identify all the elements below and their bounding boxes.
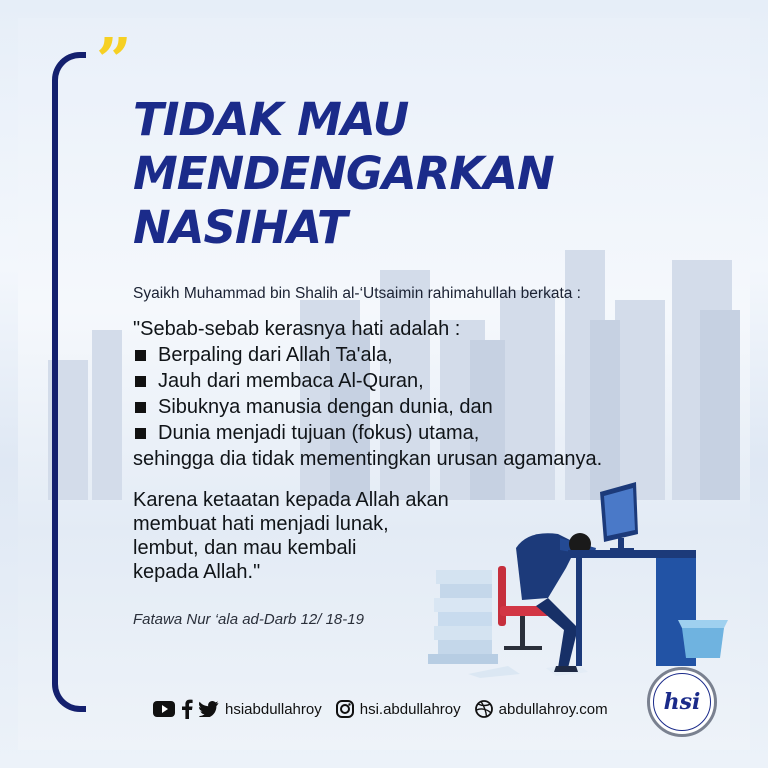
box-icon [678,620,728,658]
twitter-icon[interactable] [199,701,219,717]
list-item [133,394,693,420]
footer-handle-2[interactable]: hsi.abdullahroy [359,700,461,718]
quote-closing: sehingga dia tidak mementingkan urusan agamanya. [133,448,603,470]
instagram-icon[interactable] [336,700,354,718]
list-item-text: Jauh dari membaca Al-Quran, [158,370,424,392]
quote-block [133,316,693,472]
left-bracket-decoration [52,52,86,712]
conclusion-line-2: membuat hati menjadi lunak, [133,513,389,535]
list-item-text: Dunia menjadi tujuan (fokus) utama, [158,422,480,444]
conclusion-line-1: Karena ketaatan kepada Allah akan [133,489,449,511]
hsi-logo-text: hsi [653,673,711,731]
desk-icon [568,550,696,666]
dribbble-icon[interactable] [475,700,493,718]
title-line-3: NASIHAT [133,201,347,254]
list-item [133,368,693,394]
monitor-icon [600,482,638,552]
bullet-square-icon [135,428,146,439]
footer-social-bar [153,695,608,723]
footer-website[interactable]: abdullahroy.com [498,700,608,718]
source-citation: Fatawa Nur ‘ala ad-Darb 12/ 18-19 [133,611,364,628]
conclusion-line-4: kepada Allah." [133,561,261,583]
bullet-square-icon [135,402,146,413]
title-line-2: MENDENGARKAN [133,147,554,200]
youtube-icon[interactable] [153,701,175,717]
footer-handle-1[interactable]: hsiabdullahroy [225,700,322,718]
list-item [133,342,693,368]
list-item-text: Berpaling dari Allah Ta'ala, [158,344,393,366]
hsi-logo [647,667,717,737]
list-item [133,420,693,446]
intro-text: Syaikh Muhammad bin Shalih al-‘Utsaimin rahimahullah berkata : [133,285,581,302]
page-title [133,93,613,255]
facebook-icon[interactable] [181,699,193,719]
quote-mark-icon: ” [96,24,132,97]
paper-stack-icon [428,570,498,664]
conclusion-line-3: lembut, dan mau kembali [133,537,357,559]
bullet-square-icon [135,350,146,361]
quote-opening: "Sebab-sebab kerasnya hati adalah : [133,318,461,340]
title-line-1: TIDAK MAU [133,93,409,146]
tired-worker-illustration [428,478,738,678]
bullet-square-icon [135,376,146,387]
list-item-text: Sibuknya manusia dengan dunia, dan [158,396,493,418]
